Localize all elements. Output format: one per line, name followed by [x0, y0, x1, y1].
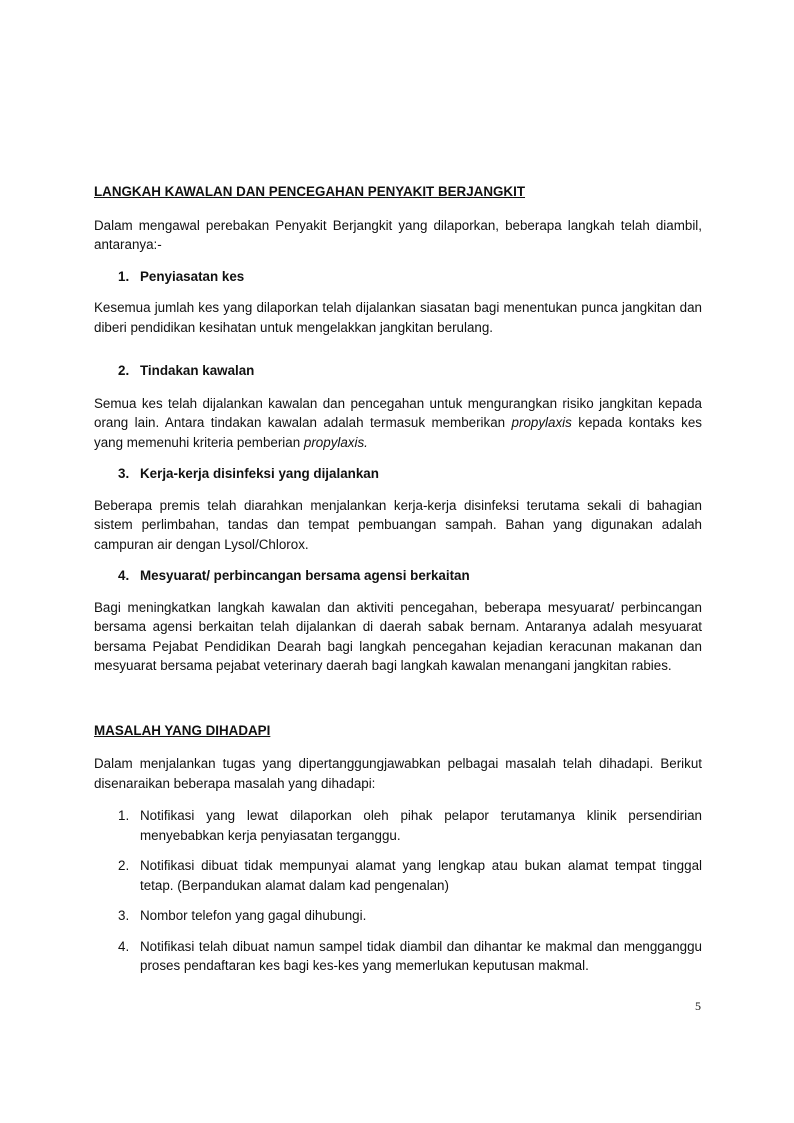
subheading-title: Kerja-kerja disinfeksi yang dijalankan: [140, 466, 379, 481]
list-item-text: Notifikasi yang lewat dilaporkan oleh pihak pelapor terutamanya klinik persendirian menyebabkan kerja penyiasatan terganggu.: [140, 808, 702, 843]
subheading-number: 2.: [118, 363, 130, 378]
section-heading-masalah: MASALAH YANG DIHADAPI: [94, 722, 271, 738]
subheading-title: Tindakan kawalan: [140, 363, 255, 378]
section-heading-langkah-kawalan: LANGKAH KAWALAN DAN PENCEGAHAN PENYAKIT BERJANGKIT: [94, 184, 526, 199]
list-item-number: 4.: [118, 938, 130, 954]
subheading-mesyuarat: [118, 566, 702, 586]
subheading-title: Penyiasatan kes: [140, 268, 245, 284]
list-item-text: Nombor telefon yang gagal dihubungi.: [140, 908, 367, 923]
list-item-text: Notifikasi dibuat tidak mempunyai alamat yang lengkap atau bukan alamat tempat tinggal tetap. (Berpandukan alamat dalam kad pengenalan): [140, 858, 702, 893]
section2-intro: Dalam menjalankan tugas yang dipertanggungjawabkan pelbagai masalah telah dihadapi. Berikut disenaraikan beberapa masalah yang dihadapi:: [94, 756, 702, 791]
paragraph-text: Semua kes telah dijalankan kawalan dan pencegahan untuk mengurangkan risiko jangkitan kepada orang lain. Antara tindakan kawalan adalah termasuk memberikan: [94, 395, 702, 430]
paragraph-text: kepada kontaks kes yang memenuhi kriteria pemberian: [94, 415, 702, 450]
document-page: [94, 182, 702, 976]
paragraph-mesyuarat: Bagi meningkatkan langkah kawalan dan aktiviti pencegahan, beberapa mesyuarat/ perbincangan bersama agensi berkaitan telah dijalankan di daerah sabak bernam. Antaranya adalah mesyuarat bersama Pejabat Pendidikan Dearah bagi langkah pencegahan kejadian keracunan makanan dan mesyuarat bersama pejabat veterinary daerah bagi langkah kawalan menangani jangkitan rabies.: [94, 599, 702, 673]
page-number: 5: [695, 999, 701, 1013]
subheading-tindakan-kawalan: [118, 361, 702, 381]
subheading-title: Mesyuarat/ perbincangan bersama agensi berkaitan: [140, 568, 470, 583]
subheading-penyiasatan-kes: [118, 267, 702, 287]
list-item: [118, 906, 702, 926]
subheading-number: 4.: [118, 568, 130, 583]
subheading-number: 1.: [118, 268, 130, 284]
list-item: [118, 806, 702, 845]
subheading-kerja-disinfeksi: [118, 464, 702, 484]
subheading-number: 3.: [118, 466, 130, 481]
list-item: [118, 856, 702, 895]
section1-intro: Dalam mengawal perebakan Penyakit Berjangkit yang dilaporkan, beberapa langkah telah diambil, antaranya:-: [94, 217, 702, 252]
list-item-number: 2.: [118, 858, 130, 873]
list-item-number: 1.: [118, 808, 130, 823]
paragraph-kerja-disinfeksi: Beberapa premis telah diarahkan menjalankan kerja-kerja disinfeksi terutama sekali di bahagian sistem perlimbahan, tandas dan tempat pembuangan sampah. Bahan yang digunakan adalah campuran air dengan Lysol/Chlorox.: [94, 497, 702, 552]
list-item-number: 3.: [118, 908, 130, 923]
list-item-text: Notifikasi telah dibuat namun sampel tidak diambil dan dihantar ke makmal dan mengganggu proses pendaftaran kes bagi kes-kes yang memerlukan keputusan makmal.: [140, 938, 702, 973]
paragraph-penyiasatan-kes: Kesemua jumlah kes yang dilaporkan telah dijalankan siasatan bagi menentukan punca jangkitan dan diberi pendidikan kesihatan untuk mengelakkan jangkitan berulang.: [94, 300, 702, 335]
italic-term: propylaxis.: [303, 434, 368, 450]
list-item: [118, 937, 702, 976]
paragraph-tindakan-kawalan: [94, 394, 702, 453]
italic-term: propylaxis: [511, 415, 572, 430]
